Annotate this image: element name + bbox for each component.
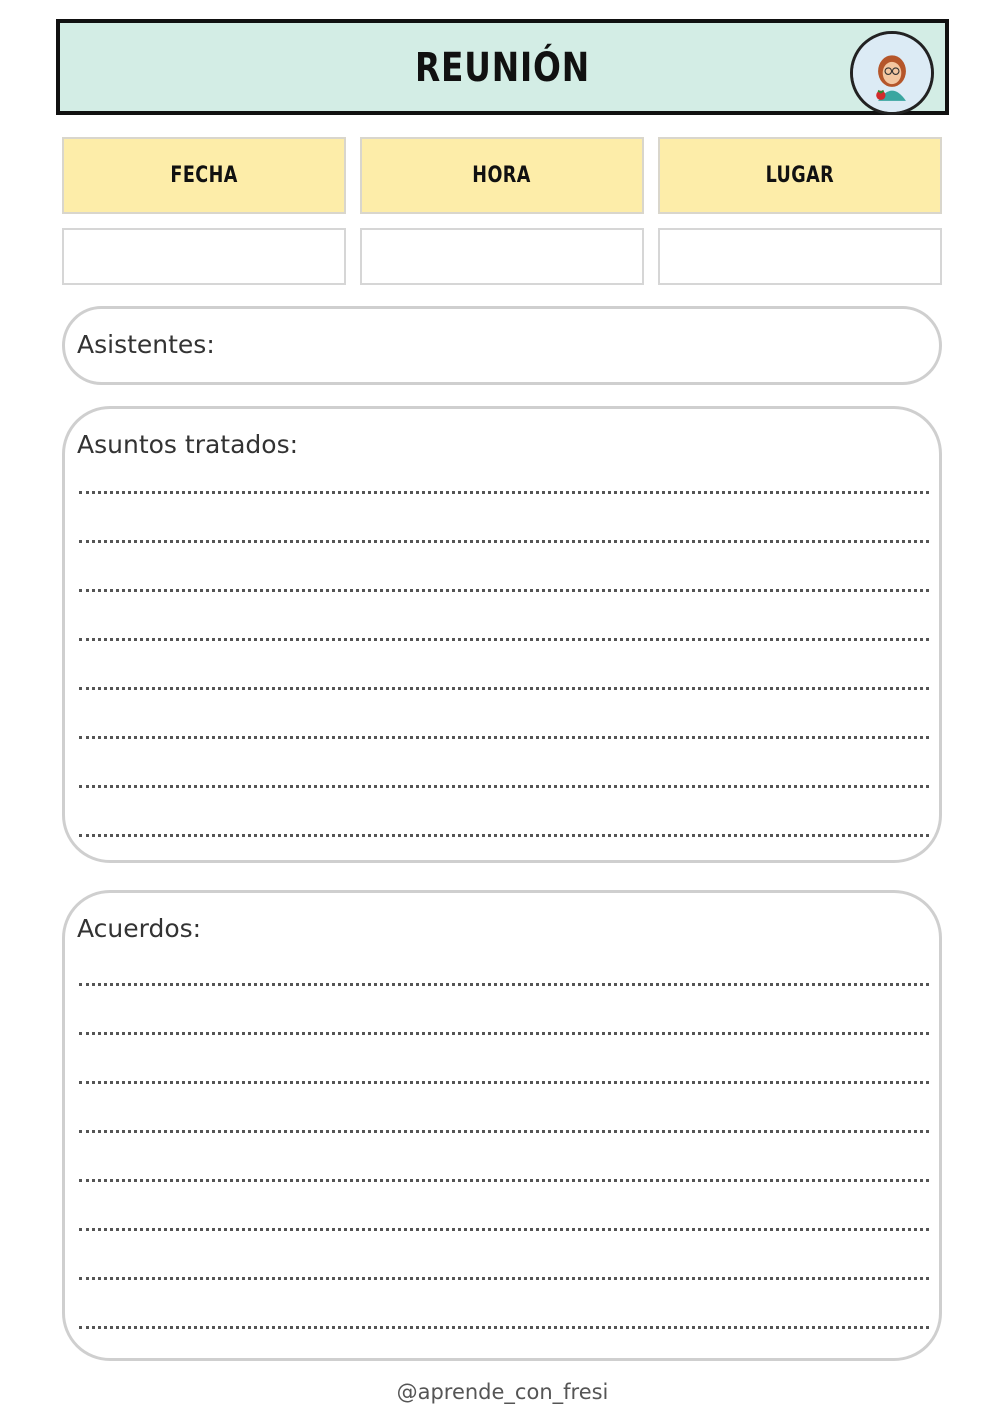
writing-line	[79, 1130, 929, 1133]
fecha-field[interactable]	[62, 228, 346, 285]
writing-line	[79, 834, 929, 837]
writing-line	[79, 785, 929, 788]
acuerdos-panel[interactable]	[62, 890, 942, 1361]
writing-line	[79, 1277, 929, 1280]
writing-line	[79, 540, 929, 543]
writing-line	[79, 1032, 929, 1035]
writing-line	[79, 687, 929, 690]
asuntos-label: Asuntos tratados:	[77, 430, 299, 459]
brand-logo	[850, 31, 934, 115]
writing-line	[79, 983, 929, 986]
acuerdos-label: Acuerdos:	[77, 914, 202, 943]
hora-field[interactable]	[360, 228, 644, 285]
asistentes-panel[interactable]	[62, 306, 942, 385]
page-title: REUNIÓN	[414, 45, 591, 91]
writing-line	[79, 1228, 929, 1231]
asistentes-label: Asistentes:	[77, 330, 215, 359]
field-label-hora: HORA	[360, 137, 644, 214]
writing-line	[79, 1326, 929, 1329]
avatar-icon	[853, 34, 931, 112]
writing-line	[79, 491, 929, 494]
header-banner	[56, 19, 949, 115]
writing-line	[79, 1081, 929, 1084]
asuntos-panel[interactable]	[62, 406, 942, 863]
lugar-field[interactable]	[658, 228, 942, 285]
writing-line	[79, 638, 929, 641]
writing-line	[79, 736, 929, 739]
footer-handle: @aprende_con_fresi	[396, 1380, 609, 1404]
field-label-lugar: LUGAR	[658, 137, 942, 214]
writing-line	[79, 1179, 929, 1182]
writing-line	[79, 589, 929, 592]
field-label-fecha: FECHA	[62, 137, 346, 214]
